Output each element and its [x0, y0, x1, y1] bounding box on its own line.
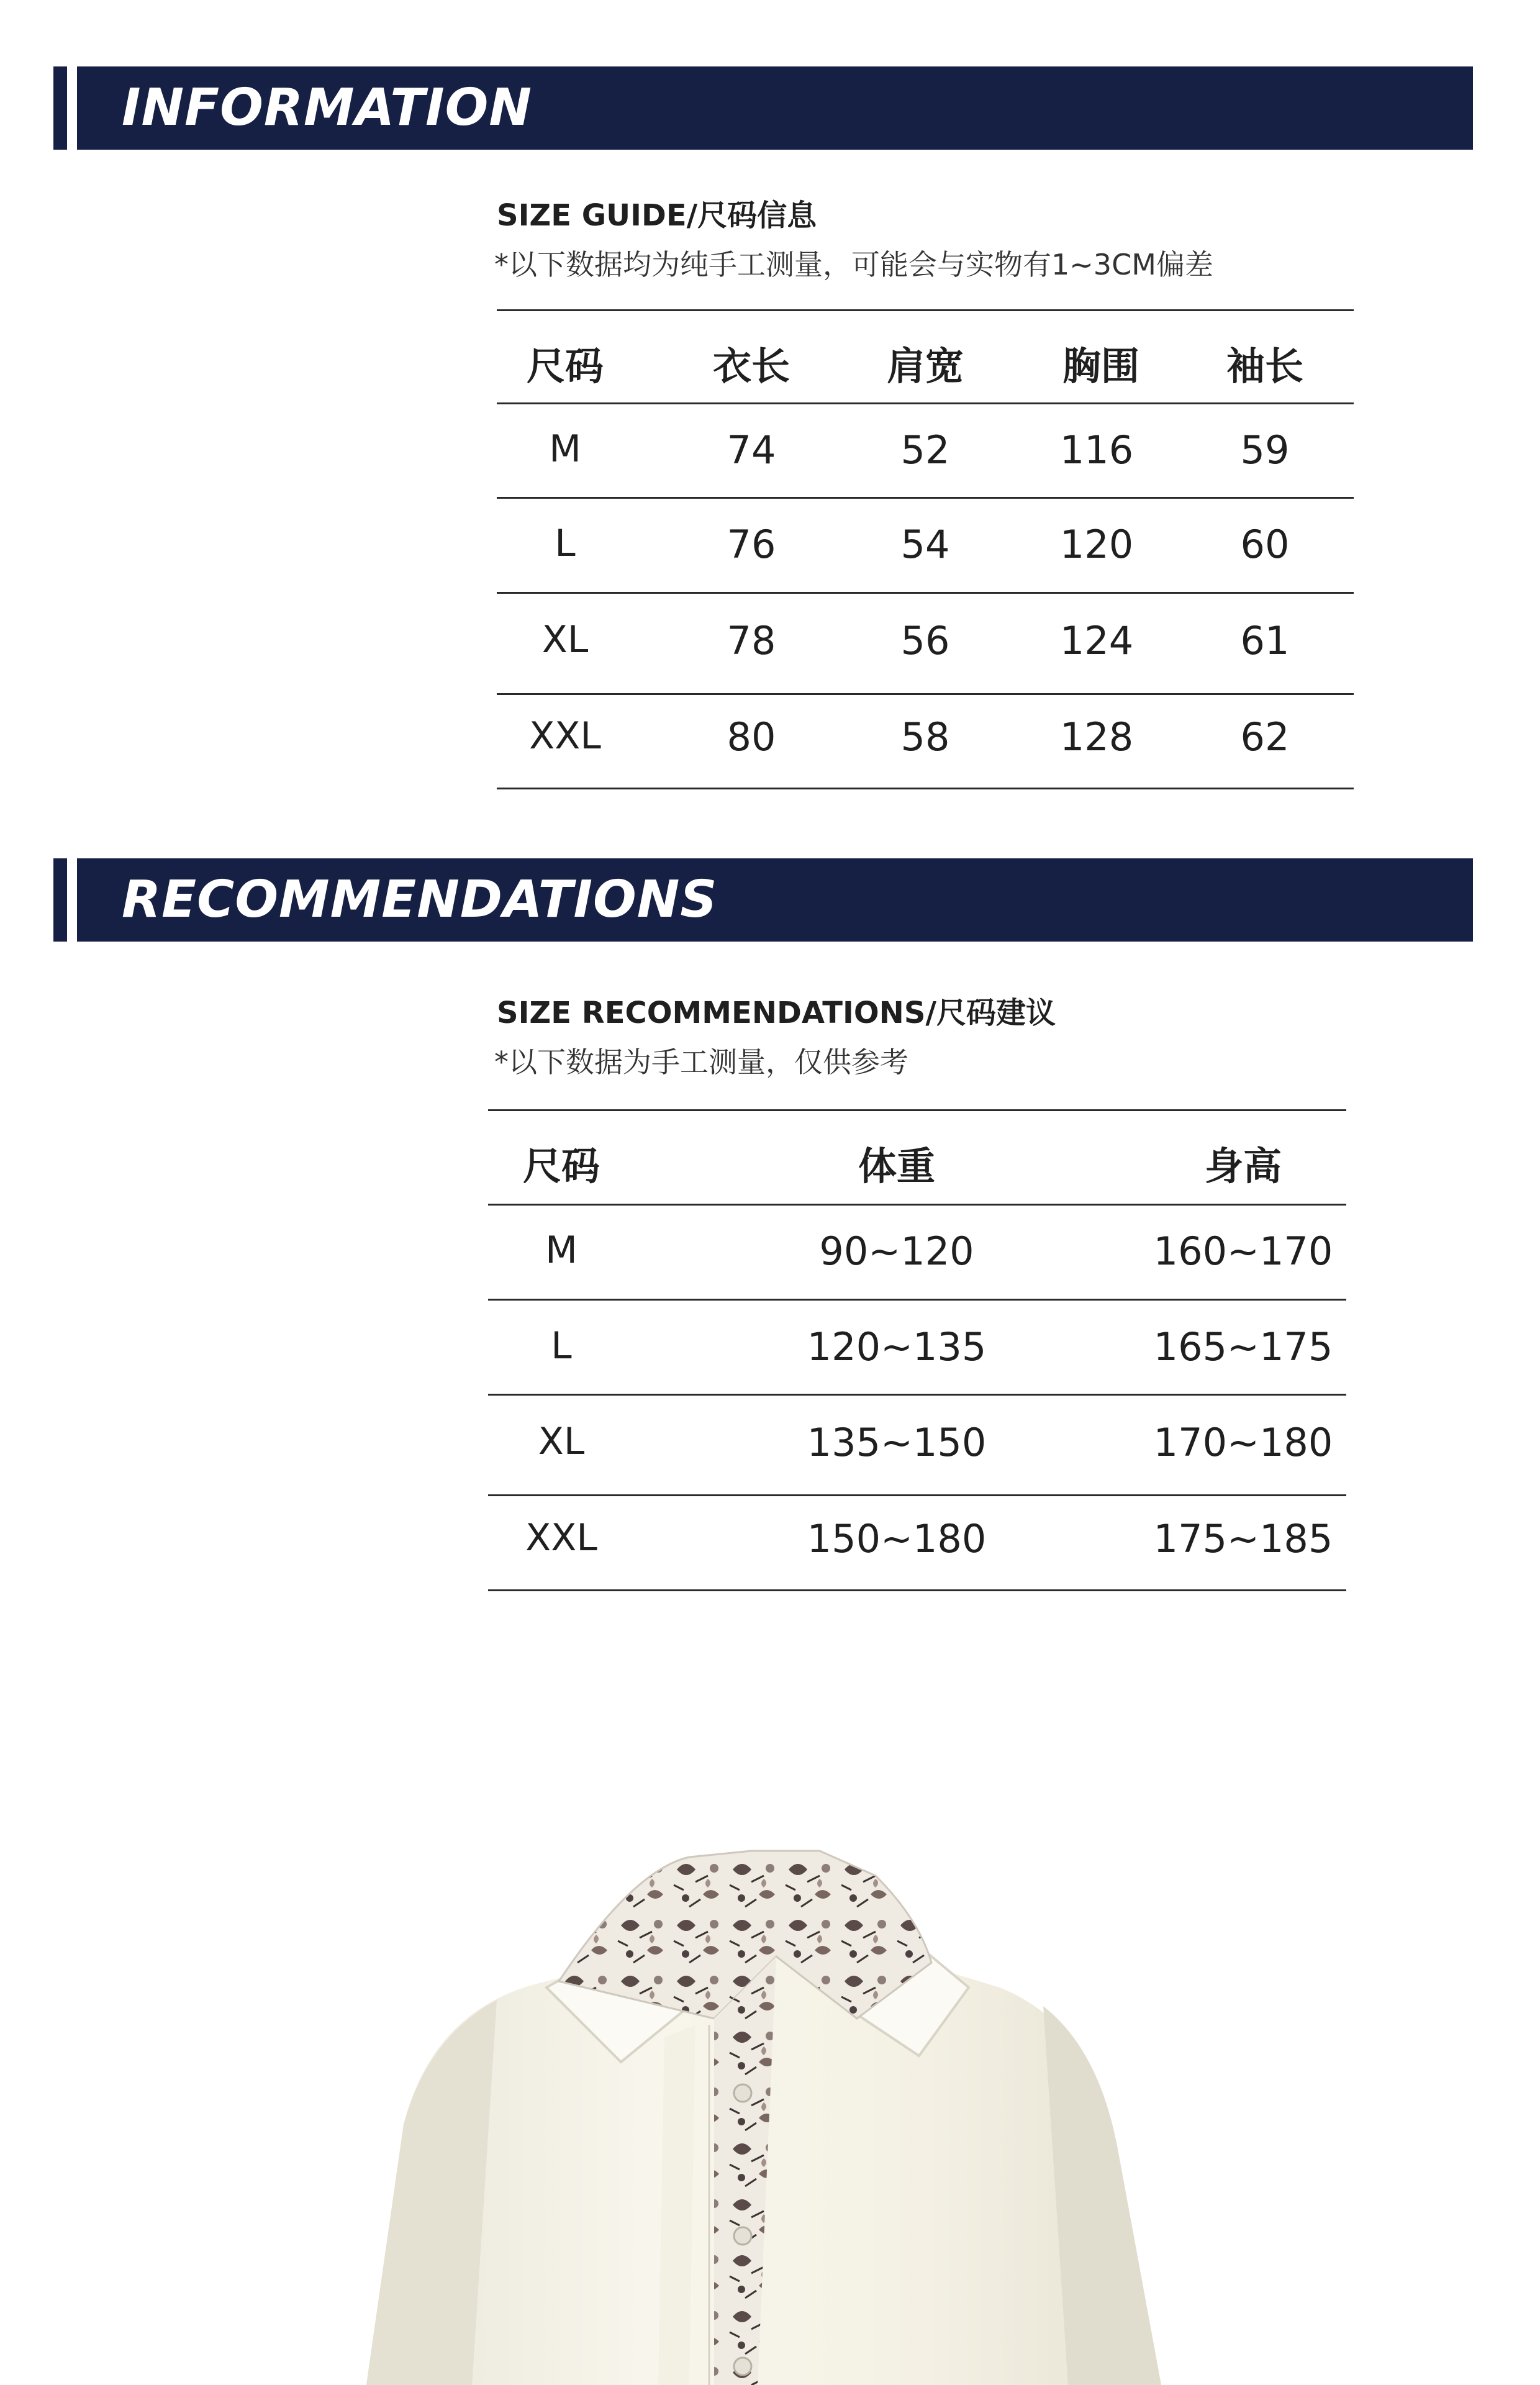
banner-accent-bar: [53, 66, 67, 150]
cell-shoulder: 54: [900, 522, 950, 567]
cell-size: XXL: [525, 1516, 597, 1560]
cell-height: 170~180: [1153, 1420, 1333, 1465]
cell-weight: 120~135: [807, 1324, 987, 1370]
cell-size: L: [551, 1324, 572, 1368]
cell-shoulder: 52: [900, 427, 950, 473]
cell-height: 160~170: [1153, 1229, 1333, 1274]
cell-shoulder: 56: [900, 618, 950, 663]
recommendations-banner: [53, 858, 1473, 942]
table-rule: [488, 1204, 1346, 1206]
button: [734, 2227, 751, 2245]
cell-length: 76: [727, 522, 776, 567]
banner-bar: [77, 858, 1473, 942]
product-photo: [0, 1801, 1540, 2385]
cell-weight: 150~180: [807, 1516, 987, 1561]
header-shoulder: 肩宽: [886, 343, 964, 389]
cell-sleeve: 60: [1240, 522, 1290, 567]
table-rule: [497, 592, 1354, 594]
cell-weight: 90~120: [819, 1229, 974, 1274]
table-rule: [488, 1494, 1346, 1496]
cell-size: XXL: [529, 714, 601, 758]
banner-accent-bar: [53, 858, 67, 942]
banner-bar: [77, 66, 1473, 150]
cell-size: XL: [538, 1420, 585, 1463]
recommendations-title: RECOMMENDATIONS: [122, 870, 718, 929]
header-length: 衣长: [712, 343, 790, 389]
button: [734, 2358, 751, 2375]
cell-size: L: [555, 522, 576, 565]
cell-chest: 116: [1059, 427, 1134, 473]
cell-chest: 128: [1059, 714, 1134, 760]
table-rule: [488, 1589, 1346, 1591]
table-rule: [497, 693, 1354, 695]
cell-sleeve: 62: [1240, 714, 1290, 760]
cell-length: 80: [727, 714, 776, 760]
cell-size: M: [549, 427, 581, 471]
header-sleeve: 袖长: [1226, 343, 1304, 389]
cell-chest: 120: [1059, 522, 1134, 567]
cell-shoulder: 58: [900, 714, 950, 760]
button: [734, 2084, 751, 2102]
size-recommendations-note: *以下数据为手工测量，仅供参考: [494, 1045, 908, 1079]
cell-size: M: [545, 1229, 578, 1272]
cell-weight: 135~150: [807, 1420, 987, 1465]
size-guide-table: [497, 309, 1354, 794]
cell-height: 165~175: [1153, 1324, 1333, 1370]
header-chest: 胸围: [1062, 343, 1140, 389]
header-size: 尺码: [522, 1143, 600, 1189]
size-guide-caption: SIZE GUIDE/尺码信息: [497, 198, 817, 233]
cell-height: 175~185: [1153, 1516, 1333, 1561]
size-recommendations-table: [488, 1109, 1346, 1594]
size-recommendations-caption: SIZE RECOMMENDATIONS/尺码建议: [497, 996, 1056, 1030]
size-guide-note: *以下数据均为纯手工测量，可能会与实物有1~3CM偏差: [494, 248, 1213, 281]
cell-sleeve: 61: [1240, 618, 1290, 663]
table-rule: [497, 402, 1354, 404]
header-height: 身高: [1204, 1143, 1282, 1189]
header-weight: 体重: [858, 1143, 936, 1189]
cell-size: XL: [541, 618, 589, 661]
table-rule: [488, 1109, 1346, 1111]
cell-length: 78: [727, 618, 776, 663]
header-size: 尺码: [526, 343, 604, 389]
information-title: INFORMATION: [122, 78, 532, 137]
information-banner: [53, 66, 1473, 150]
shirt-placket-edge: [658, 2025, 695, 2385]
table-rule: [488, 1299, 1346, 1301]
cell-sleeve: 59: [1240, 427, 1290, 473]
table-rule: [497, 788, 1354, 789]
table-rule: [488, 1394, 1346, 1396]
cell-chest: 124: [1059, 618, 1134, 663]
cell-length: 74: [727, 427, 776, 473]
table-rule: [497, 309, 1354, 311]
table-rule: [497, 497, 1354, 499]
